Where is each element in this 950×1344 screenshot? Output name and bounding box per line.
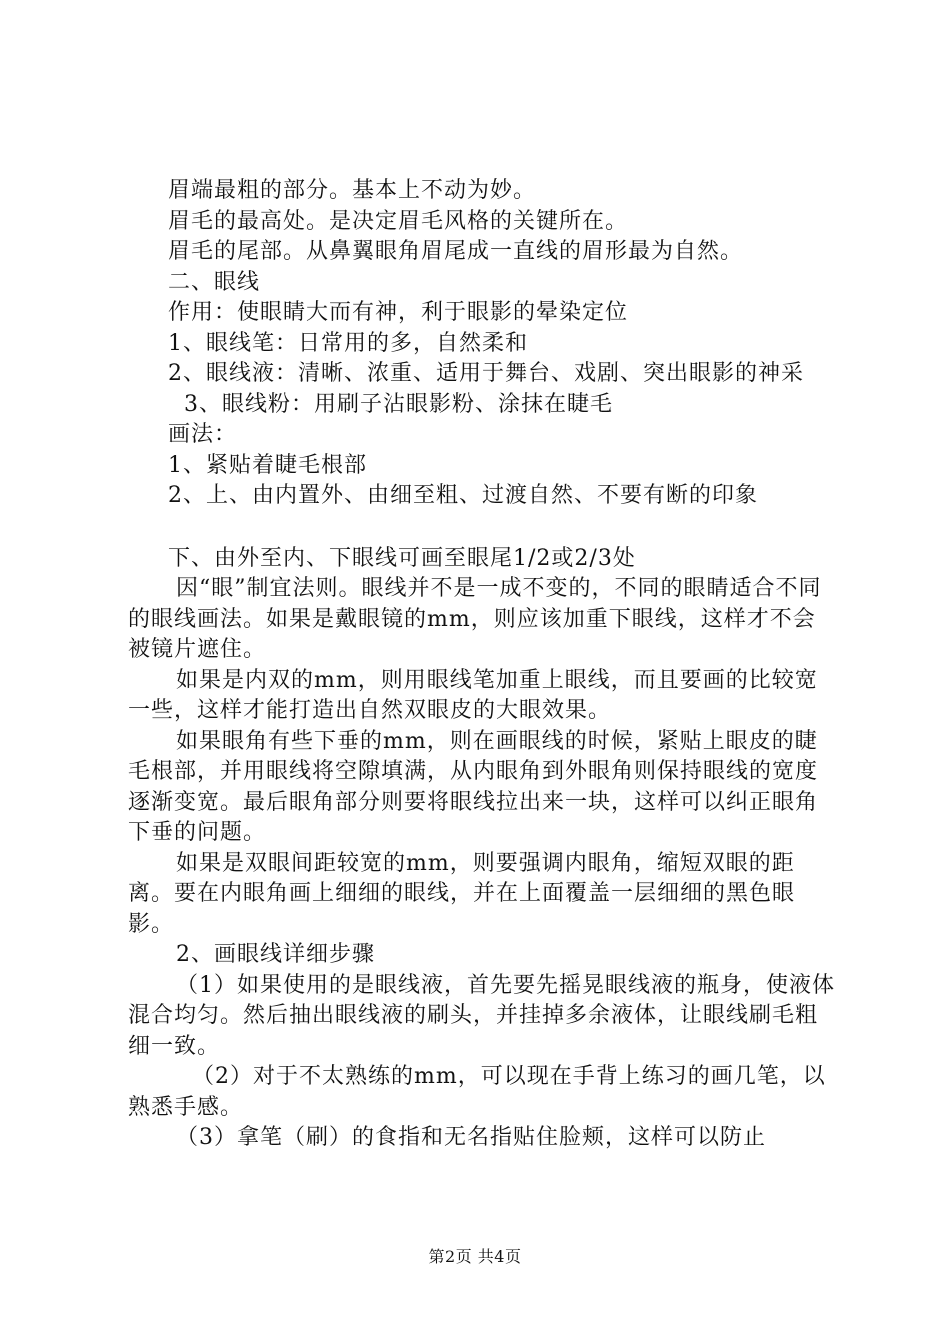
paragraph: 作用：使眼睛大而有神，利于眼影的晕染定位 xyxy=(168,300,629,325)
paragraph: 二、眼线 xyxy=(168,269,261,295)
paragraph: 如果是双眼间距较宽的mm，则要强调内眼角，缩短双眼的距离。要在内眼角画上细细的眼线，并在上面覆盖一层细细的黑色眼影。 xyxy=(128,850,796,937)
paragraph: 2、眼线液：清晰、浓重、适用于舞台、戏剧、突出眼影的神采 xyxy=(168,361,804,386)
paragraph: 2、画眼线详细步骤 xyxy=(176,942,375,967)
paragraph: 下、由外至内、下眼线可画至眼尾1/2或2/3处 xyxy=(168,545,636,571)
paragraph: 眉端最粗的部分。基本上不动为妙。 xyxy=(168,178,537,203)
paragraph: 画法： xyxy=(168,422,238,447)
paragraph: 如果眼角有些下垂的mm，则在画眼线的时候，紧贴上眼皮的睫毛根部，并用眼线将空隙填满，从内眼角到外眼角则保持眼线的宽度逐渐变宽。最后眼角部分则要将眼线拉出来一块，这样可以纠正眼角下垂的问题。 xyxy=(128,728,819,845)
document-body xyxy=(128,176,836,1154)
paragraph: 3、眼线粉：用刷子沾眼影粉、涂抹在睫毛 xyxy=(184,391,613,417)
paragraph: 2、上、由内置外、由细至粗、过渡自然、不要有断的印象 xyxy=(168,483,758,508)
page-footer: 第2页 共4页 xyxy=(428,1247,522,1266)
blank-line xyxy=(128,512,836,544)
paragraph: （3）拿笔（刷）的食指和无名指贴住脸颊，这样可以防止 xyxy=(176,1125,766,1150)
paragraph: （2）对于不太熟练的mm，可以现在手背上练习的画几笔，以熟悉手感。 xyxy=(128,1064,826,1120)
paragraph: 如果是内双的mm，则用眼线笔加重上眼线，而且要画的比较宽一些，这样才能打造出自然双眼皮的大眼效果。 xyxy=(128,667,818,723)
paragraph: 因“眼”制宜法则。眼线并不是一成不变的，不同的眼睛适合不同的眼线画法。如果是戴眼镜的mm，则应该加重下眼线，这样才不会被镜片遮住。 xyxy=(128,576,822,662)
paragraph: 眉毛的最高处。是决定眉毛风格的关键所在。 xyxy=(168,208,629,234)
paragraph: （1）如果使用的是眼线液，首先要先摇晃眼线液的瓶身，使液体混合均匀。然后抽出眼线液的刷头，并挂掉多余液体，让眼线刷毛粗细一致。 xyxy=(128,972,835,1059)
paragraph: 1、眼线笔：日常用的多，自然柔和 xyxy=(168,330,528,356)
paragraph: 眉毛的尾部。从鼻翼眼角眉尾成一直线的眉形最为自然。 xyxy=(168,239,744,264)
paragraph: 1、紧贴着睫毛根部 xyxy=(168,452,367,478)
